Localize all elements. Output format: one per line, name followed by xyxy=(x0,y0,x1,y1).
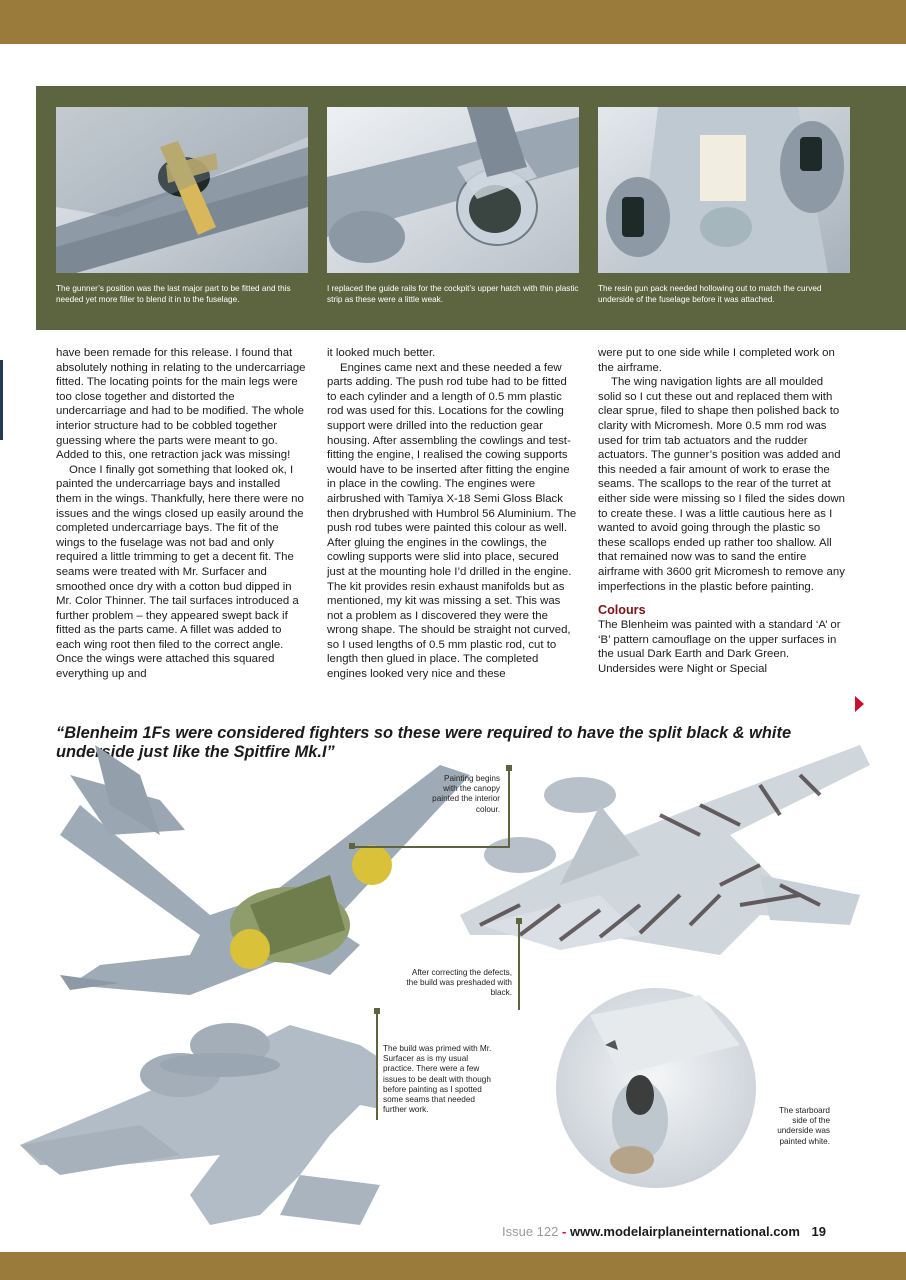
paragraph: The wing navigation lights are all moulded solid so I cut these out and replaced them with clear sprue, filed to shape then polished back to clarity with Micromesh. More 0.5 mm rod was used for trim tab actuators and the rudder actuators. The gunner’s position was added and this needed a fair amount of work to erase the seams. The scallops to the rear of the turret at either side were missing so I filed the sides down to create these. I was a little cautious here as I wanted to avoid going through the plastic so these scallops ended up rather too shallow. All that remained now was to sand the entire airframe with 3600 grit Micromesh to remove any imperfections in the plastic before painting. xyxy=(598,376,845,593)
photo-gunner-position xyxy=(56,107,308,273)
caption-cockpit-hatch: I replaced the guide rails for the cockpit’s upper hatch with thin plastic strip as these were a little weak. xyxy=(327,284,579,304)
photo-strip xyxy=(36,86,906,330)
paragraph: Engines came next and these needed a few parts adding. The push rod tube had to be fitted to each cylinder and a length of 0.5 mm plastic rod was used for this. Locations for the cowling support were drilled into the reduction gear housing. After assembling the cowlings and test-fitting the engine, I realised the cowing supports would have to be inserted after fitting the engine in place in the cowling. The engines were airbrushed with Tamiya X-18 Semi Gloss Black then drybrushed with Humbrol 56 Aluminium. The push rod tubes were painted this colour as well. After gluing the engines in the cowlings, the cowling supports were slid into place, secured just at the mounting hole I’d drilled in the engine. The kit provides resin exhaust manifolds but as mentioned, my kit was missing a set. This was not a problem as I discovered they were the wrong shape. The should be straight not curved, so I used lengths of 0.5 mm plastic rod, cut to length then glued in place. The completed engines looked very nice and these xyxy=(327,361,577,681)
article-column-1 xyxy=(56,346,306,682)
gun-pack-image xyxy=(598,107,850,273)
photo-cockpit-hatch xyxy=(327,107,579,273)
paragraph: Once I finally got something that looked ok, I painted the undercarriage bays and installed them in the wings. Thankfully, here there were no issues and the wings closed up easily around the completed undercarriage bays. The fit of the wings to the fuselage was not bad and only required a little trimming to get a decent fit. The seams were treated with Mr. Surfacer and smoothed once dry with a cotton bud dipped in Mr. Color Thinner. The tail surfaces introduced a further problem – they appeared swept back if fitted as the parts came. A fillet was added to each wing root then filed to the correct angle. Once the wings were attached this squared everything up and xyxy=(56,463,304,681)
page-number: 19 xyxy=(811,1224,827,1239)
issue-number: Issue 122 xyxy=(502,1224,559,1239)
callout-preshaded: After correcting the defects, the build was preshaded with black. xyxy=(406,968,512,998)
aircraft-canopy-painted xyxy=(60,745,470,995)
colours-heading: Colours xyxy=(598,603,646,618)
paragraph: The Blenheim was painted with a standard ‘A’ or ‘B’ pattern camouflage on the upper surfaces in the usual Dark Earth and Dark Green. Undersides were Night or Special xyxy=(598,619,841,675)
article-column-2 xyxy=(327,346,577,682)
callout-primed: The build was primed with Mr. Surfacer as is my usual practice. There were a few issues to be dealt with though before painting as I spotted some seams that needed further work. xyxy=(378,1040,504,1119)
caption-gunner-position: The gunner’s position was the last major part to be fitted and this needed yet more filler to blend it in to the fuselage. xyxy=(56,284,291,304)
pull-quote: “Blenheim 1Fs were considered fighters so these were required to have the split black & white underside just like the Spitfire Mk.I” xyxy=(56,724,792,761)
paragraph: have been remade for this release. I found that absolutely nothing in relating to the undercarriage fitted. The locating points for the main legs were too close together and distorted the undercarriage and had to be modified. The whole interior structure had to be cobbled together guessing where the parts were meant to go. Added to this, one retraction jack was missing! xyxy=(56,347,306,462)
paragraph: it looked much better. xyxy=(327,347,436,359)
gunner-position-image xyxy=(56,107,308,273)
photo-gun-pack xyxy=(598,107,850,273)
top-gold-band xyxy=(0,0,906,44)
website-url[interactable]: www.modelairplaneinternational.com xyxy=(569,1224,800,1239)
leader-line xyxy=(508,768,510,846)
article-column-3 xyxy=(598,346,848,676)
leader-line xyxy=(352,846,510,848)
footer xyxy=(502,1224,852,1240)
paragraph: were put to one side while I completed work on the airframe. xyxy=(598,347,835,374)
leader-dot xyxy=(349,843,355,849)
edge-marker xyxy=(0,360,3,440)
footer-separator: - xyxy=(562,1224,567,1239)
leader-line xyxy=(518,920,520,1010)
leader-line xyxy=(376,1010,378,1120)
leader-dot xyxy=(516,918,522,924)
leader-dot xyxy=(374,1008,380,1014)
callout-starboard: The starboard side of the underside was painted white. xyxy=(777,1106,830,1146)
aircraft-primed xyxy=(20,1023,420,1225)
leader-dot xyxy=(506,765,512,771)
callout-painting-begins: Painting begins with the canopy painted the interior colour. xyxy=(432,774,500,814)
cockpit-hatch-image xyxy=(327,107,579,273)
caption-gun-pack: The resin gun pack needed hollowing out to match the curved underside of the fuselage before it was attached. xyxy=(598,284,822,304)
inset-starboard-underside xyxy=(553,985,759,1191)
bottom-gold-band xyxy=(0,1252,906,1280)
continue-arrow-icon[interactable] xyxy=(855,696,864,712)
